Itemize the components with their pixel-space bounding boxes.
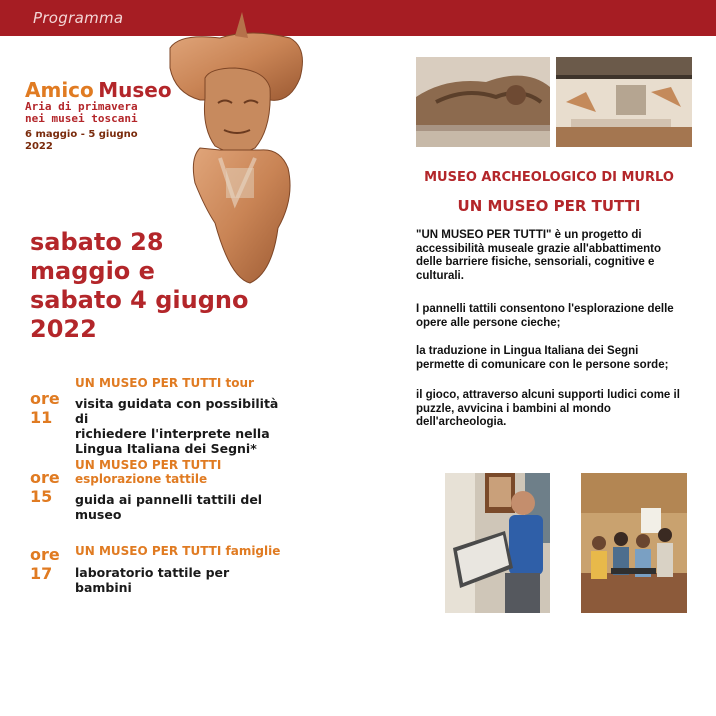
event-hour: 17 (30, 564, 53, 583)
paragraph-line: I pannelli tattili consentono l'esplorazione delle (416, 303, 674, 315)
museum-name: MUSEO ARCHEOLOGICO DI MURLO (424, 170, 674, 185)
event-title-line: esplorazione tattile (75, 472, 208, 486)
brand-amico: Amico (25, 78, 94, 102)
paragraph-line: il gioco, attraverso alcuni supporti ludici come il (416, 389, 680, 401)
event-title-line: UN MUSEO PER TUTTI tour (75, 376, 254, 390)
event-time (30, 468, 70, 506)
brand-subtitle-line: nei musei toscani (25, 112, 138, 125)
event-desc-line: museo (75, 507, 122, 522)
event-dates-headline (30, 228, 290, 344)
headline-line: sabato 4 giugno (30, 286, 249, 314)
paragraph-line: accessibilità museale grazie all'abbattimento (416, 242, 661, 255)
paragraph-line: opere alle persone cieche; (416, 316, 561, 329)
brand-dates-line: 2022 (25, 141, 53, 152)
event-description (75, 492, 290, 522)
brand-dates-line: 6 maggio - 5 giugno (25, 129, 138, 140)
tactile-paragraph (416, 303, 706, 330)
paragraph-line: permette di comunicare con le persone sorde; (416, 358, 669, 371)
event-hour: 15 (30, 487, 53, 506)
event-title-line: UN MUSEO PER TUTTI (75, 458, 222, 472)
brand-dates (25, 129, 138, 153)
event-time (30, 545, 70, 583)
paragraph-line: la traduzione in Lingua Italiana dei Segni (416, 345, 639, 357)
event-time (30, 389, 70, 427)
event-ore: ore (30, 468, 60, 487)
event-hour: 11 (30, 408, 53, 427)
paragraph-line: delle barriere fisiche, sensoriali, cognitive e (416, 256, 655, 268)
event-desc-line: guida ai pannelli tattili del (75, 492, 263, 507)
event-ore: ore (30, 389, 60, 408)
event-title (75, 458, 221, 486)
event-title (75, 544, 280, 558)
event-desc-line: richiedere l'interprete nella (75, 426, 270, 441)
photo-tactile-panel (445, 473, 550, 613)
event-description (75, 396, 290, 456)
paragraph-line: puzzle, avvicina i bambini al mondo (416, 402, 611, 415)
brand-museo: Museo (98, 78, 172, 102)
event-description (75, 565, 290, 595)
brand-title (25, 78, 172, 102)
event-ore: ore (30, 545, 60, 564)
paragraph-line: culturali. (416, 269, 464, 282)
event-desc-line: laboratorio tattile per bambini (75, 565, 230, 595)
header-bar (0, 0, 716, 36)
brand-subtitle (25, 101, 138, 125)
museum-subtitle: UN MUSEO PER TUTTI (457, 197, 641, 215)
museum-photo-relief (416, 57, 550, 147)
event-title-line: UN MUSEO PER TUTTI famiglie (75, 544, 281, 558)
photo-children-group (581, 473, 687, 613)
paragraph-line: dell'archeologia. (416, 416, 507, 428)
game-paragraph (416, 389, 706, 430)
header-label: Programma (33, 9, 124, 27)
museum-photo-room (556, 57, 692, 147)
paragraph-line: "UN MUSEO PER TUTTI" è un progetto di (416, 229, 642, 241)
event-title (75, 376, 254, 390)
headline-line: maggio e (30, 257, 155, 285)
sign-language-paragraph (416, 345, 706, 372)
event-desc-line: visita guidata con possibilità di (75, 396, 279, 426)
headline-line: sabato 28 (30, 228, 164, 256)
brand-subtitle-line: Aria di primavera (25, 100, 138, 113)
intro-paragraph (416, 229, 706, 283)
headline-line: 2022 (30, 315, 97, 343)
event-desc-line: Lingua Italiana dei Segni* (75, 441, 257, 456)
